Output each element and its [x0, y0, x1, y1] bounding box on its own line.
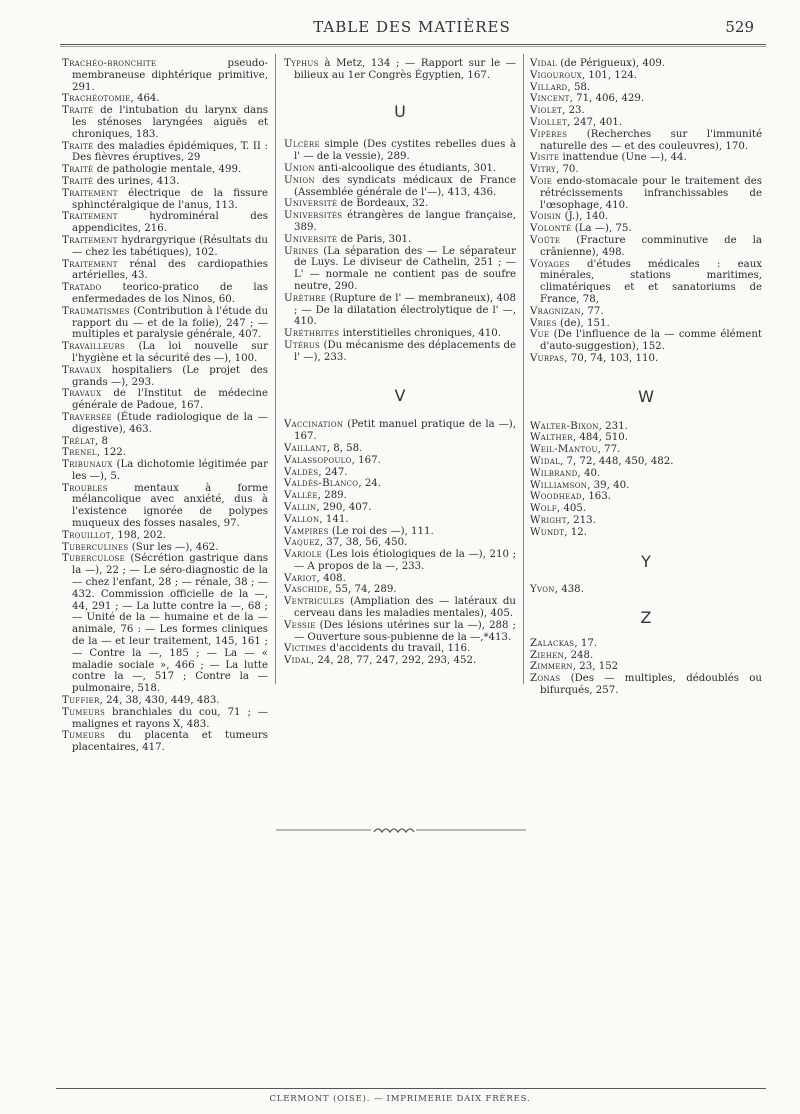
index-entry	[284, 584, 516, 596]
entry-text: , 39, 40.	[587, 479, 630, 491]
index-entry	[284, 340, 516, 364]
entry-text: , 247, 401.	[567, 116, 623, 128]
index-entry	[284, 526, 516, 538]
entry-text: électrique de la fissure sphinctéralgique de l'anus, 113.	[72, 187, 268, 211]
index-entry	[284, 198, 516, 210]
entry-text: (Des — multiples, dédoublés ou bifurqués, 257.	[540, 673, 762, 697]
entry-text: (Sécrétion gastrique dans la —), 22 ; — Le séro-diagnostic de la — chez l'enfant, 28 ; — rénale, 38 ; — 432. Commission officielle de la —, 44, 291 ; — La lutte contre la —, 68 ; — Unité de la — humaine et de la — animale, 76 : — Les formes cliniques de la — et leur traitement, 145, 161 ; — Contre la —, 185 ; — La — « maladie sociale », 466 ; — La lutte contre la —, 517 ; Contre la — pulmonaire, 518.	[72, 553, 268, 695]
entry-heading: Visite	[530, 152, 560, 164]
entry-heading: Vaillant	[284, 442, 327, 454]
entry-heading: Vincent	[530, 93, 570, 105]
index-entry	[284, 620, 516, 644]
entry-text: hydrominéral des appendicites, 216.	[72, 211, 268, 235]
entry-heading: Traité	[62, 175, 94, 187]
index-entry	[530, 176, 762, 211]
entry-text: (Du mécanisme des déplacements de l' —), 233.	[294, 339, 516, 363]
entry-heading: Vessie	[284, 619, 316, 631]
entry-heading: Typhus	[284, 58, 319, 69]
entry-text: , 71, 406, 429.	[569, 93, 645, 105]
section-letter-v: V	[394, 385, 406, 405]
index-entry	[284, 573, 516, 585]
entry-text: (Étude radiologique de la — digestive), 463.	[72, 411, 268, 435]
entry-text: , 438.	[554, 584, 584, 596]
entry-text: , 122.	[96, 447, 127, 459]
index-entry	[62, 365, 268, 389]
index-entry	[284, 210, 516, 234]
entry-heading: Valdès	[284, 466, 319, 478]
entry-heading: Vaschide	[284, 584, 329, 596]
index-entry	[530, 70, 762, 82]
index-entry	[530, 353, 762, 365]
entry-text: (Les lois étiologiques de la —), 210 ; — A propos de la —, 233.	[294, 549, 516, 572]
entry-text: des syndicats médicaux de France (Assemblée générale de l'—), 413, 436.	[294, 174, 516, 198]
index-entry	[62, 707, 268, 731]
entry-text: , 213.	[566, 514, 596, 526]
entry-text: , 40.	[577, 467, 601, 479]
entry-text: , 58.	[567, 81, 591, 93]
index-entry	[62, 436, 268, 448]
entry-text: , 77.	[597, 444, 621, 456]
index-entry	[62, 530, 268, 542]
entry-heading: Vurpas	[530, 352, 565, 364]
entry-heading: Trélat	[62, 435, 95, 447]
entry-text: , 289.	[317, 490, 347, 502]
entry-heading: Tumeurs	[62, 730, 106, 742]
entry-text: hydrargyrique (Résultats du — chez les tabétiques), 102.	[72, 234, 268, 258]
index-entry	[530, 527, 762, 539]
entry-text: (Contribution à l'étude du rapport du — et de la folie), 247 ; — multiples et paralysie générale, 407.	[72, 305, 268, 341]
index-entry	[530, 491, 762, 503]
entry-heading: Troubles	[62, 482, 108, 494]
section-letter-y: Y	[641, 552, 651, 572]
index-entry	[530, 468, 762, 480]
entry-heading: Vampires	[284, 525, 329, 537]
entry-heading: Ulcère	[284, 139, 320, 151]
index-entry	[62, 188, 268, 212]
entry-heading: Travailleurs	[62, 341, 126, 353]
entry-heading: Vidal	[284, 655, 311, 667]
index-entry	[530, 444, 762, 456]
page-title: TABLE DES MATIÈRES	[313, 18, 511, 36]
index-entry	[530, 638, 762, 650]
entry-heading: Trachéo-bronchite	[62, 58, 157, 69]
entry-heading: Trachéotomie	[62, 93, 131, 105]
index-entry	[530, 661, 762, 673]
index-entry	[530, 211, 762, 223]
entry-text: mentaux à forme mélancolique avec anxiété, dus à l'existence ignorée de polypes muqueux des fosses nasales, 97.	[72, 482, 268, 530]
entry-text: anti-alcoolique des étudiants, 301.	[314, 162, 497, 174]
index-entry	[62, 542, 268, 554]
entry-heading: Uréthrites	[284, 328, 340, 340]
index-entry	[530, 673, 762, 697]
index-entry	[62, 483, 268, 530]
entry-heading: Urèthre	[284, 292, 327, 304]
entry-heading: Zalackas	[530, 637, 575, 649]
entry-text: hospitaliers (Le projet des grands —), 293.	[72, 364, 268, 388]
index-entry	[62, 412, 268, 436]
entry-heading: Utérus	[284, 339, 321, 351]
footer-rule	[56, 1088, 766, 1089]
entry-heading: Weil-Mantou	[530, 444, 598, 456]
entry-text: (De l'influence de la — comme élément d'auto-suggestion), 152.	[540, 329, 762, 353]
entry-text: , 198, 202.	[110, 529, 166, 541]
entry-text: des urines, 413.	[93, 175, 180, 187]
entry-text: , 484, 510.	[572, 432, 628, 444]
section-letter-z: Z	[640, 608, 652, 628]
page-number: 529	[725, 18, 754, 36]
entry-heading: Valdès-Blanco	[284, 478, 359, 490]
entry-text: (Sur les —), 462.	[128, 541, 219, 553]
index-entry	[530, 456, 762, 468]
entry-heading: Tuberculose	[62, 553, 126, 565]
entry-heading: Vallée	[284, 490, 318, 502]
index-entry	[530, 306, 762, 318]
entry-text: d'accidents du travail, 116.	[326, 643, 471, 655]
entry-heading: Voûte	[530, 234, 561, 246]
entry-heading: Tribunaux	[62, 459, 113, 471]
entry-heading: Tuffier	[62, 695, 100, 707]
entry-text: à Metz, 134 ; — Rapport sur le — bilieux au 1er Congrès Égyptien, 167.	[294, 58, 516, 81]
entry-heading: Vidal	[530, 58, 557, 69]
entry-text: , 8	[94, 435, 108, 447]
page-header	[62, 18, 762, 38]
index-entry	[62, 388, 268, 412]
entry-heading: Walther	[530, 432, 573, 444]
entry-text: (J.), 140.	[561, 211, 609, 223]
entry-heading: Traumatismes	[62, 305, 130, 317]
entry-heading: Urines	[284, 245, 319, 257]
entry-heading: Traitement	[62, 187, 118, 199]
entry-text: de Paris, 301.	[337, 233, 412, 245]
index-entry	[530, 432, 762, 444]
index-entry	[530, 93, 762, 105]
entry-text: endo-stomacale pour le traitement des rétrécissements infranchissables de l'œsophage, 410.	[540, 175, 762, 211]
entry-text: , 290, 407.	[316, 501, 372, 513]
entry-heading: Vries	[530, 317, 557, 329]
column-divider	[275, 54, 276, 684]
index-entry	[284, 234, 516, 246]
index-entry	[530, 164, 762, 176]
index-entry	[284, 549, 516, 573]
entry-text: , 7, 72, 448, 450, 482.	[560, 455, 674, 467]
entry-text: de Bordeaux, 32.	[337, 198, 429, 210]
index-column-1	[62, 58, 268, 754]
entry-heading: Vue	[530, 329, 550, 341]
header-rule	[60, 44, 766, 47]
index-entry	[284, 246, 516, 293]
index-entry	[62, 259, 268, 283]
index-entry	[530, 421, 762, 433]
entry-heading: Vipères	[530, 128, 568, 140]
entry-text: de l'intubation du larynx dans les sténoses laryngées aiguës et chroniques, 183.	[72, 105, 268, 140]
entry-heading: Volonté	[530, 223, 572, 235]
index-entry	[530, 223, 762, 235]
index-entry	[62, 105, 268, 140]
entry-text: rénal des cardiopathies artérielles, 43.	[72, 258, 268, 282]
entry-heading: Williamson	[530, 479, 588, 491]
entry-heading: Tuberculines	[62, 541, 129, 553]
entry-heading: Ziehen	[530, 649, 565, 661]
entry-heading: Wilbrand	[530, 467, 578, 479]
index-entry	[284, 455, 516, 467]
index-entry	[530, 129, 762, 153]
index-entry	[62, 447, 268, 459]
entry-heading: Traversée	[62, 411, 112, 423]
entry-heading: Vigouroux	[530, 69, 582, 81]
entry-text: étrangères de langue française, 389.	[294, 210, 516, 233]
index-entry	[530, 58, 762, 70]
entry-heading: Travaux	[62, 388, 102, 400]
index-entry	[530, 515, 762, 527]
entry-heading: Trouillot	[62, 529, 111, 541]
entry-text: , 70.	[555, 164, 579, 176]
entry-text: , 8, 58.	[326, 442, 363, 454]
entry-heading: Tumeurs	[62, 706, 106, 718]
entry-text: , 141.	[319, 513, 349, 525]
entry-text: inattendue (Une —), 44.	[559, 152, 687, 164]
entry-heading: Widal	[530, 455, 561, 467]
entry-heading: Vaccination	[284, 419, 344, 431]
index-entry	[62, 459, 268, 483]
entry-heading: Voisin	[530, 211, 562, 223]
entry-heading: Union	[284, 174, 315, 186]
entry-heading: Union	[284, 162, 315, 174]
entry-text: (La loi nouvelle sur l'hygiène et la sécurité des —), 100.	[72, 341, 268, 364]
entry-text: interstitielles chroniques, 410.	[339, 328, 501, 340]
index-entry	[530, 318, 762, 330]
index-entry	[62, 176, 268, 188]
entry-heading: Yvon	[530, 584, 555, 596]
entry-text: , 77.	[580, 305, 604, 317]
index-entry	[62, 235, 268, 259]
entry-heading: Villard	[530, 81, 568, 93]
index-entry	[530, 259, 762, 306]
index-entry	[530, 503, 762, 515]
entry-text: (Recherches sur l'immunité naturelle des — et des couleuvres), 170.	[540, 128, 762, 152]
index-column-3	[530, 58, 762, 697]
index-entry	[284, 139, 516, 163]
entry-text: , 24, 38, 430, 449, 483.	[99, 695, 220, 707]
entry-text: , 101, 124.	[581, 69, 638, 81]
entry-text: , 408.	[316, 572, 346, 584]
entry-heading: Variot	[284, 572, 317, 584]
index-entry	[62, 306, 268, 341]
entry-text: des maladies épidémiques, T. II : Des fièvres éruptives, 29	[72, 140, 268, 164]
entry-heading: Trenel	[62, 447, 97, 459]
entry-heading: Ventricules	[284, 596, 345, 608]
entry-text: , 55, 74, 289.	[328, 584, 397, 596]
entry-text: (de Périgueux), 409.	[556, 58, 666, 69]
index-entry	[530, 235, 762, 259]
entry-heading: Travaux	[62, 364, 102, 376]
index-entry	[530, 82, 762, 94]
entry-heading: Université	[284, 233, 338, 245]
entry-text: , 248.	[564, 649, 594, 661]
index-entry	[530, 105, 762, 117]
entry-text: (La séparation des — Le séparateur de Luys. Le diviseur de Cathelin, 251 ; — L' — normale ne contient pas de soufre neutre, 290.	[294, 245, 516, 292]
entry-heading: Valassopoulo	[284, 454, 352, 466]
index-entry	[62, 282, 268, 306]
index-entry	[284, 467, 516, 479]
entry-heading: Traitement	[62, 211, 118, 223]
index-entry	[62, 164, 268, 176]
entry-text: , 17.	[574, 637, 598, 649]
entry-heading: Vitry	[530, 164, 556, 176]
index-entry	[284, 175, 516, 199]
entry-text: (Rupture de l' — membraneux), 408 ; — De la dilatation électrolytique de l' —, 410.	[294, 292, 516, 328]
entry-text: (Des lésions utérines sur la —), 288 ; — Ouverture sous-pubienne de la —,*413.	[294, 619, 516, 643]
index-entry	[530, 152, 762, 164]
index-entry	[284, 490, 516, 502]
entry-text: (Petit manuel pratique de la —), 167.	[294, 419, 516, 443]
entry-text: (Le roi des —), 111.	[328, 525, 434, 537]
entry-text: (La —), 75.	[571, 223, 632, 235]
entry-heading: Traitement	[62, 234, 118, 246]
entry-heading: Victimes	[284, 643, 327, 655]
entry-text: pseudo-membraneuse diphtérique primitive, 291.	[72, 58, 268, 93]
index-entry	[284, 537, 516, 549]
entry-text: simple (Des cystites rebelles dues à l' — de la vessie), 289.	[294, 139, 516, 163]
entry-text: , 247.	[318, 466, 348, 478]
index-entry	[62, 730, 268, 754]
index-entry	[284, 514, 516, 526]
index-entry	[284, 419, 516, 443]
entry-heading: Traitement	[62, 258, 118, 270]
entry-heading: Voyages	[530, 258, 570, 270]
entry-heading: Universités	[284, 210, 343, 222]
index-entry	[530, 584, 762, 596]
index-entry	[284, 293, 516, 328]
entry-text: (La dichotomie légitimée par les —), 5.	[72, 459, 268, 482]
entry-text: , 37, 38, 56, 450.	[319, 537, 408, 549]
entry-heading: Tratado	[62, 282, 102, 294]
entry-text: (de), 151.	[556, 317, 610, 329]
entry-text: de l'Institut de médecine générale de Padoue, 167.	[72, 388, 268, 412]
index-entry	[530, 329, 762, 353]
entry-heading: Wolf	[530, 503, 557, 515]
entry-heading: Woodhead	[530, 491, 582, 503]
index-entry	[62, 58, 268, 93]
index-entry	[62, 553, 268, 695]
entry-text: branchiales du cou, 71 ; — malignes et rayons X, 483.	[72, 706, 268, 730]
entry-text: de pathologie mentale, 499.	[93, 164, 242, 176]
end-ornament	[276, 823, 526, 837]
entry-heading: Wundt	[530, 526, 565, 538]
entry-heading: Violet	[530, 105, 563, 117]
entry-heading: Walter-Bixon	[530, 420, 599, 432]
printer-imprint: CLERMONT (OISE). — IMPRIMERIE DAIX FRÈRES.	[269, 1094, 531, 1104]
column-divider	[523, 54, 524, 684]
entry-text: d'études médicales : eaux minérales, stations maritimes, climatériques et et sanatoriums de France, 78,	[540, 258, 762, 305]
index-entry	[62, 695, 268, 707]
entry-text: , 70, 74, 103, 110.	[564, 352, 659, 364]
entry-text: , 405.	[556, 503, 587, 515]
index-entry	[284, 478, 516, 490]
entry-heading: Vallon	[284, 513, 320, 525]
index-entry	[530, 117, 762, 129]
entry-text: (Fracture comminutive de la crânienne), 498.	[540, 234, 762, 258]
entry-heading: Voie	[530, 175, 553, 187]
index-entry	[62, 341, 268, 365]
entry-heading: Zimmern	[530, 661, 573, 673]
index-entry	[62, 211, 268, 235]
entry-text: , 24, 28, 77, 247, 292, 293, 452.	[310, 655, 477, 667]
entry-text: , 23.	[562, 105, 585, 117]
index-entry	[284, 502, 516, 514]
index-entry	[284, 328, 516, 340]
entry-heading: Traité	[62, 140, 94, 152]
section-letter-w: W	[638, 386, 654, 406]
entry-text: , 231.	[598, 420, 628, 432]
entry-text: , 12.	[564, 526, 587, 538]
entry-text: , 167.	[351, 454, 381, 466]
section-letter-u: U	[394, 101, 406, 121]
entry-text: , 23, 152	[572, 661, 619, 673]
index-entry	[284, 655, 516, 667]
entry-heading: Zonas	[530, 673, 561, 685]
entry-text: , 163.	[581, 491, 612, 503]
index-entry	[62, 141, 268, 165]
entry-heading: Wright	[530, 514, 567, 526]
entry-heading: Vragnizan	[530, 305, 581, 317]
index-entry	[62, 93, 268, 105]
index-entry	[284, 643, 516, 655]
entry-heading: Université	[284, 198, 338, 210]
index-entry	[284, 163, 516, 175]
index-entry	[284, 596, 516, 620]
entry-heading: Vallin	[284, 501, 317, 513]
entry-text: du placenta et tumeurs placentaires, 417.	[72, 730, 268, 754]
entry-heading: Variole	[284, 549, 323, 561]
index-entry	[530, 650, 762, 662]
entry-text: (Ampliation des — latéraux du cerveau dans les maladies mentales), 405.	[294, 596, 516, 620]
index-column-2	[284, 58, 516, 667]
entry-text: , 464.	[130, 93, 160, 105]
index-entry	[284, 443, 516, 455]
index-entry	[530, 480, 762, 492]
entry-text: , 24.	[358, 478, 382, 490]
entry-heading: Viollet	[530, 116, 568, 128]
entry-heading: Traité	[62, 164, 94, 176]
index-entry	[284, 58, 516, 82]
entry-heading: Traité	[62, 105, 94, 117]
entry-text: teorico-pratico de las enfermedades de los Ninos, 60.	[72, 282, 268, 305]
entry-heading: Vaquez	[284, 537, 320, 549]
